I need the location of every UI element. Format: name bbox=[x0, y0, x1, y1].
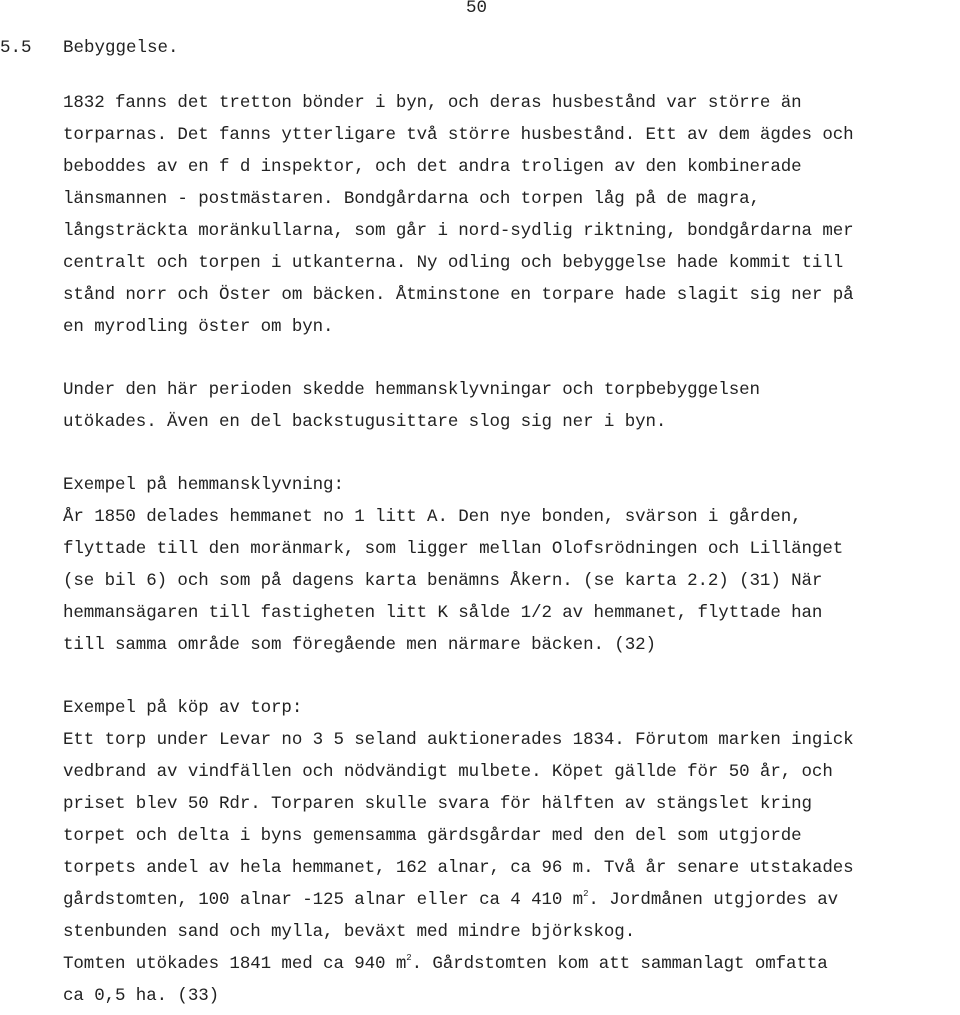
text-line: torparnas. Det fanns ytterligare två större husbestånd. Ett av dem ägdes och bbox=[63, 125, 854, 145]
text-segment: Tomten utökades 1841 med ca 940 m bbox=[63, 954, 407, 974]
section-title: Bebyggelse. bbox=[63, 38, 179, 58]
text-line: År 1850 delades hemmanet no 1 litt A. Den nye bonden, svärson i gården, bbox=[63, 507, 802, 527]
text-line: en myrodling öster om byn. bbox=[63, 317, 334, 337]
text-line: stånd norr och Öster om bäcken. Åtminstone en torpare hade slagit sig ner på bbox=[63, 285, 854, 305]
text-segment: . Gårdstomten kom att sammanlagt omfatta bbox=[411, 954, 828, 974]
text-line: torpets andel av hela hemmanet, 162 alnar, ca 96 m. Två år senare utstakades bbox=[63, 858, 854, 878]
page-number: 50 bbox=[466, 0, 488, 18]
text-line-area bbox=[63, 951, 960, 983]
text-line: utökades. Även en del backstugusittare slog sig ner i byn. bbox=[63, 412, 667, 432]
text-line: (se bil 6) och som på dagens karta benämns Åkern. (se karta 2.2) (31) När bbox=[63, 571, 823, 591]
superscript: 2 bbox=[583, 889, 589, 899]
text-segment: gårdstomten, 100 alnar -125 alnar eller ca 4 410 m bbox=[63, 890, 584, 910]
text-line: till samma område som föregående men närmare bäcken. (32) bbox=[63, 635, 656, 655]
example-hemmansklyvning bbox=[63, 472, 960, 664]
example-heading: Exempel på köp av torp: bbox=[63, 698, 303, 718]
text-line: långsträckta moränkullarna, som går i nord-sydlig riktning, bondgårdarna mer bbox=[63, 221, 854, 241]
paragraph-gap bbox=[63, 441, 960, 472]
section-heading bbox=[0, 36, 179, 60]
text-line: Under den här perioden skedde hemmansklyvningar och torpbebyggelsen bbox=[63, 380, 760, 400]
text-line: Ett torp under Levar no 3 5 seland auktionerades 1834. Förutom marken ingick bbox=[63, 730, 854, 750]
section-number: 5.5 bbox=[0, 38, 32, 58]
example-heading: Exempel på hemmansklyvning: bbox=[63, 475, 344, 495]
paragraph-gap bbox=[63, 664, 960, 695]
text-segment: . Jordmånen utgjordes av bbox=[588, 890, 839, 910]
text-line: hemmansägaren till fastigheten litt K sålde 1/2 av hemmanet, flyttade han bbox=[63, 603, 823, 623]
text-line: beboddes av en f d inspektor, och det andra troligen av den kombinerade bbox=[63, 157, 802, 177]
text-line: centralt och torpen i utkanterna. Ny odling och bebyggelse hade kommit till bbox=[63, 253, 844, 273]
text-line: priset blev 50 Rdr. Torparen skulle svara för hälften av stängslet kring bbox=[63, 794, 812, 814]
text-line: torpet och delta i byns gemensamma gärdsgårdar med den del som utgjorde bbox=[63, 826, 802, 846]
text-line: 1832 fanns det tretton bönder i byn, och deras husbestånd var större än bbox=[63, 93, 802, 113]
paragraph-gap bbox=[63, 346, 960, 377]
text-line: vedbrand av vindfällen och nödvändigt mulbete. Köpet gällde för 50 år, och bbox=[63, 762, 833, 782]
example-torp-purchase bbox=[63, 695, 960, 1015]
paragraph-period bbox=[63, 377, 960, 441]
text-line: stenbunden sand och mylla, beväxt med mindre björkskog. bbox=[63, 922, 636, 942]
document-body bbox=[63, 90, 960, 1015]
text-line: länsmannen - postmästaren. Bondgårdarna och torpen låg på de magra, bbox=[63, 189, 760, 209]
superscript: 2 bbox=[406, 953, 412, 963]
text-line: flyttade till den moränmark, som ligger mellan Olofsrödningen och Lillänget bbox=[63, 539, 844, 559]
text-line: ca 0,5 ha. (33) bbox=[63, 986, 220, 1006]
paragraph-settlement-1832 bbox=[63, 90, 960, 346]
text-line-area bbox=[63, 887, 960, 919]
